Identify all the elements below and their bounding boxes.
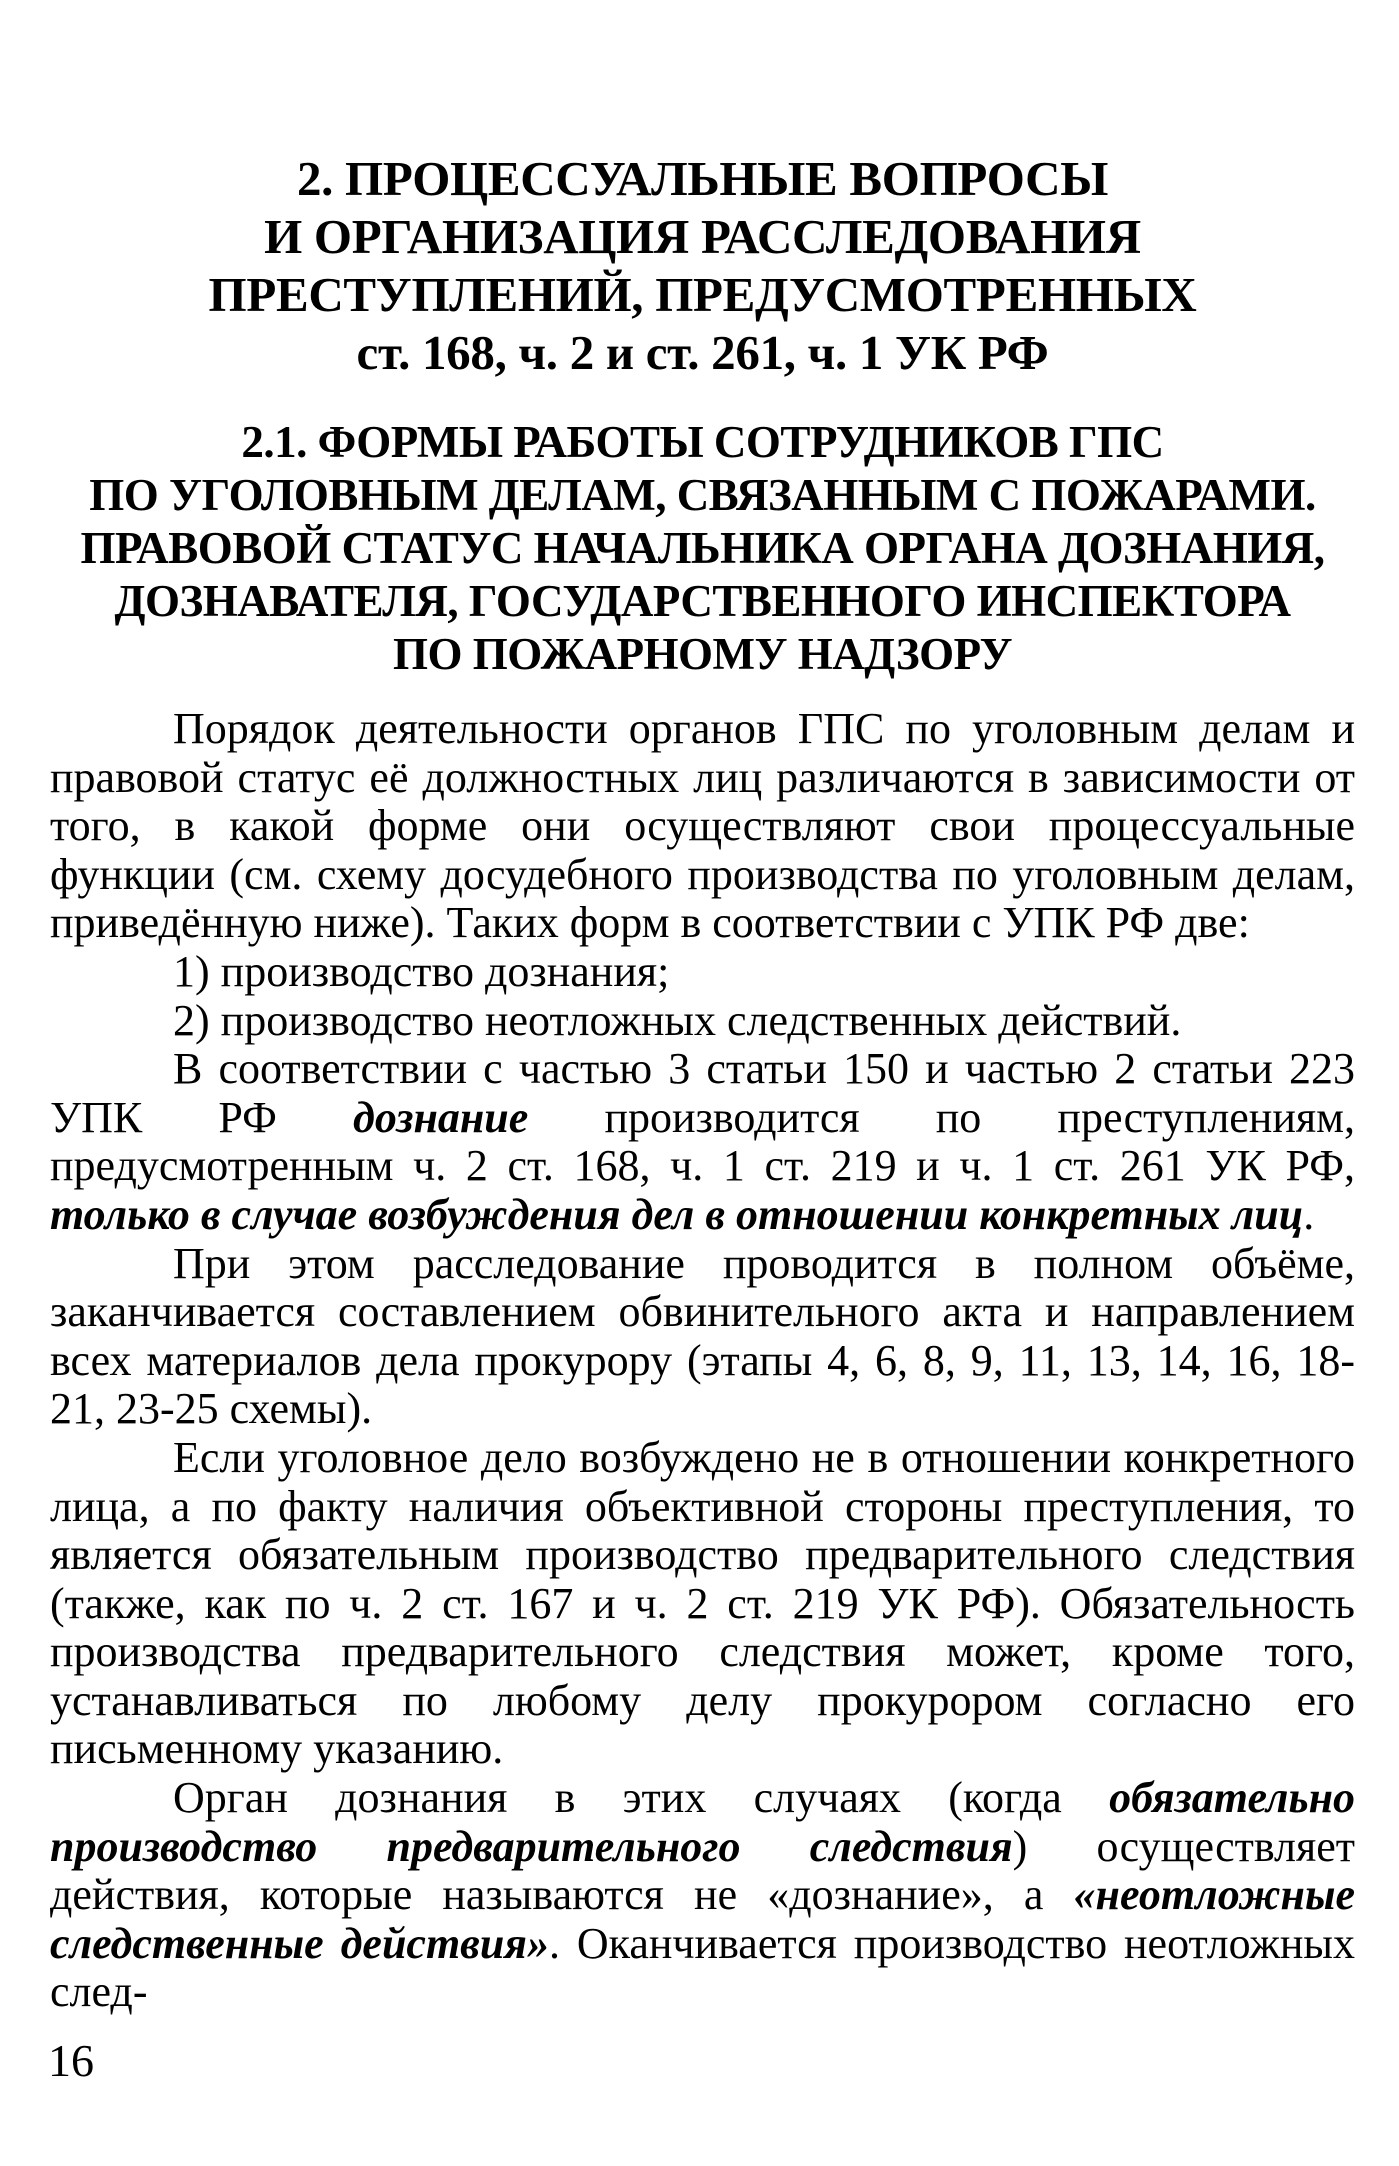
chapter-title bbox=[50, 150, 1355, 382]
paragraph-inquiry-body bbox=[50, 1774, 1355, 2017]
chapter-title-line: ПРЕСТУПЛЕНИЙ, ПРЕДУСМОТРЕННЫХ bbox=[208, 267, 1197, 322]
body-text bbox=[50, 705, 1355, 2017]
paragraph-text: . Оканчивается производство неотложных след- bbox=[50, 1918, 1355, 2017]
paragraph-text: Орган дознания в этих случаях (когда bbox=[173, 1773, 1110, 1823]
section-title-line: 2.1. ФОРМЫ РАБОТЫ СОТРУДНИКОВ ГПС bbox=[241, 417, 1164, 467]
chapter-title-line: ст. 168, ч. 2 и ст. 261, ч. 1 УК РФ bbox=[356, 325, 1049, 380]
section-title-line: ПРАВОВОЙ СТАТУС НАЧАЛЬНИКА ОРГАНА ДОЗНАНИЯ, bbox=[80, 523, 1325, 573]
section-title-line: ДОЗНАВАТЕЛЯ, ГОСУДАРСТВЕННОГО ИНСПЕКТОРА bbox=[114, 576, 1291, 626]
paragraph-text: производится по преступлениям, предусмотренным ч. 2 ст. 168, ч. 1 ст. 219 и ч. 1 ст. 261 УК РФ, bbox=[50, 1092, 1355, 1191]
paragraph-preliminary-investigation: Если уголовное дело возбуждено не в отношении конкретного лица, а по факту наличия объективной стороны преступления, то является обязательным производство предварительного следствия (также, как по ч. 2 ст. 167 и ч. 2 ст. 219 УК РФ). Обязательность производства предварительного следствия может, кроме того, устанавливаться по любому делу прокурором согласно его письменному указанию. bbox=[50, 1432, 1355, 1774]
emphasis-mandatory-investigation: обязательно производство предварительного следствия bbox=[50, 1773, 1355, 1871]
paragraph-text: В соответствии с частью 3 статьи 150 и частью 2 статьи 223 УПК РФ bbox=[50, 1044, 1355, 1142]
list-item-urgent-actions: 2) производство неотложных следственных действий. bbox=[173, 995, 1182, 1045]
chapter-title-line: 2. ПРОЦЕССУАЛЬНЫЕ ВОПРОСЫ bbox=[296, 151, 1109, 206]
list-item-inquiry: 1) производство дознания; bbox=[173, 946, 670, 996]
paragraph-text: . bbox=[1303, 1189, 1315, 1239]
paragraph-inquiry-basis bbox=[50, 1045, 1355, 1239]
emphasis-specific-persons: только в случае возбуждения дел в отношении конкретных лиц bbox=[50, 1189, 1304, 1239]
section-title-line: ПО УГОЛОВНЫМ ДЕЛАМ, СВЯЗАННЫМ С ПОЖАРАМИ. bbox=[89, 470, 1316, 520]
section-title bbox=[50, 416, 1355, 681]
page-number: 16 bbox=[48, 2035, 94, 2086]
chapter-title-line: И ОРГАНИЗАЦИЯ РАССЛЕДОВАНИЯ bbox=[264, 209, 1141, 264]
emphasis-urgent-actions: «неотложные следственные действия» bbox=[50, 1870, 1355, 1968]
paragraph-investigation-scope: При этом расследование проводится в полном объёме, заканчивается составлением обвинительного акта и направлением всех материалов дела прокурору (этапы 4, 6, 8, 9, 11, 13, 14, 16, 18-21, 23-25 схемы). bbox=[50, 1238, 1355, 1434]
section-title-line: ПО ПОЖАРНОМУ НАДЗОРУ bbox=[392, 629, 1013, 679]
paragraph-text: ) осуществляет действия, которые называются не «дознание», а bbox=[50, 1821, 1355, 1920]
paragraph-forms-intro: Порядок деятельности органов ГПС по уголовным делам и правовой статус её должностных лиц различаются в зависимости от того, в какой форме они осуществляют свои процессуальные функции (см. схему досудебного производства по уголовным делам, приведённую ниже). Таких форм в соответствии с УПК РФ две: bbox=[50, 704, 1355, 948]
emphasis-inquiry: дознание bbox=[353, 1092, 529, 1142]
document-page bbox=[50, 150, 1355, 2017]
